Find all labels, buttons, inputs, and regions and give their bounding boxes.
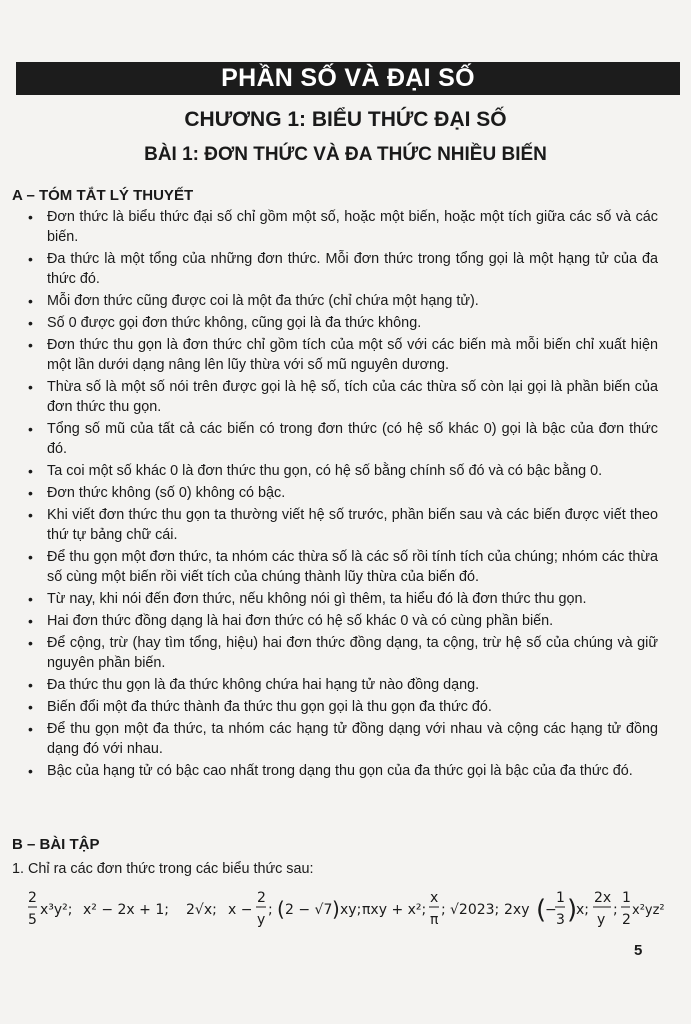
bullet-icon: • — [28, 721, 33, 737]
theory-item-text: Đơn thức không (số 0) không có bậc. — [47, 485, 286, 501]
open-paren: ( — [536, 895, 547, 925]
fraction-numerator: 2x — [594, 890, 612, 906]
fraction-denominator: y — [257, 912, 266, 928]
expression-term: ; — [613, 902, 618, 918]
theory-item-text: Tổng số mũ của tất cả các biến có trong đơn thức (có hệ số khác 0) gọi là bậc của đơn thức đó. — [47, 421, 658, 457]
theory-list — [28, 207, 658, 783]
bullet-icon: • — [28, 293, 33, 309]
expression-term: 2 − √7 — [285, 902, 333, 918]
theory-item-text: Ta coi một số khác 0 là đơn thức thu gọn, có hệ số bằng chính số đó và có bậc bằng 0. — [47, 463, 603, 479]
expression-term: x; — [576, 902, 590, 918]
section-a-heading: A – TÓM TẮT LÝ THUYẾT — [12, 187, 194, 204]
expression-term: x³y²; — [40, 902, 73, 918]
expression-term: x − — [228, 902, 253, 918]
bullet-icon: • — [28, 677, 33, 693]
theory-item-text: Bậc của hạng tử có bậc cao nhất trong dạng thu gọn của đa thức gọi là bậc của đa thức đó. — [47, 763, 633, 779]
theory-item — [28, 483, 658, 503]
fraction-numerator: 2 — [28, 890, 37, 906]
bullet-icon: • — [28, 421, 33, 437]
bullet-icon: • — [28, 337, 33, 353]
theory-item-text: Đa thức là một tổng của những đơn thức. Mỗi đơn thức trong tổng gọi là một hạng tử của đa thức đó. — [47, 251, 658, 287]
expression-term: x²yz² — [632, 903, 665, 918]
expression-term: x² − 2x + 1; — [83, 902, 169, 918]
fraction-denominator: y — [597, 912, 606, 928]
lesson-title: BÀI 1: ĐƠN THỨC VÀ ĐA THỨC NHIỀU BIẾN — [144, 144, 547, 165]
bullet-icon: • — [28, 763, 33, 779]
theory-item — [28, 633, 658, 673]
expression-term: ; — [268, 902, 273, 918]
part-banner: PHẦN SỐ VÀ ĐẠI SỐ — [16, 62, 680, 95]
fraction-denominator: 5 — [28, 912, 37, 928]
bullet-icon: • — [28, 315, 33, 331]
fraction-numerator: 1 — [556, 890, 565, 906]
theory-item — [28, 719, 658, 759]
theory-item-text: Hai đơn thức đồng dạng là hai đơn thức có hệ số khác 0 và có cùng phần biến. — [47, 613, 554, 629]
theory-item-text: Từ nay, khi nói đến đơn thức, nếu không nói gì thêm, ta hiểu đó là đơn thức thu gọn. — [47, 591, 587, 607]
theory-item-text: Để cộng, trừ (hay tìm tổng, hiệu) hai đơn thức đồng dạng, ta cộng, trừ hệ số của chúng và giữ nguyên phần biến. — [47, 635, 658, 671]
theory-item — [28, 589, 658, 609]
theory-item — [28, 377, 658, 417]
theory-item-text: Để thu gọn một đa thức, ta nhóm các hạng tử đồng dạng với nhau và cộng các hạng tử đồng dạng đó với nhau. — [47, 721, 658, 757]
expression-term: − — [545, 902, 557, 918]
theory-item — [28, 313, 658, 333]
expression-term: 2xy — [504, 902, 530, 918]
page-number: 5 — [634, 942, 643, 959]
fraction-denominator: 2 — [622, 912, 631, 928]
theory-item — [28, 547, 658, 587]
theory-item — [28, 675, 658, 695]
theory-item — [28, 697, 658, 717]
theory-item-text: Đơn thức thu gọn là đơn thức chỉ gồm tích của một số với các biến mà mỗi biến chỉ xuất hiện một lần dưới dạng nâng lên lũy thừa với số mũ nguyên dương. — [47, 337, 658, 373]
theory-item-text: Biến đổi một đa thức thành đa thức thu gọn gọi là thu gọn đa thức đó. — [47, 699, 492, 715]
fraction-numerator: x — [430, 890, 439, 906]
close-paren: ) — [567, 895, 578, 925]
theory-item-text: Mỗi đơn thức cũng được coi là một đa thức (chỉ chứa một hạng tử). — [47, 293, 479, 309]
theory-item — [28, 207, 658, 247]
expression-term: ; — [441, 902, 446, 918]
theory-item — [28, 761, 658, 781]
theory-item-text: Khi viết đơn thức thu gọn ta thường viết hệ số trước, phần biến sau và các biến được viết theo thứ tự bảng chữ cái. — [47, 507, 658, 543]
close-paren: ) — [332, 897, 340, 921]
expression-term: √2023; — [450, 902, 500, 918]
theory-item-text: Đơn thức là biểu thức đại số chỉ gồm một số, hoặc một biến, hoặc một tích giữa các số và các biến. — [47, 209, 658, 245]
bullet-icon: • — [28, 549, 33, 565]
bullet-icon: • — [28, 379, 33, 395]
expression-term: xy; — [340, 902, 362, 918]
fraction-numerator: 2 — [257, 890, 266, 906]
theory-item — [28, 461, 658, 481]
theory-item — [28, 291, 658, 311]
theory-item — [28, 335, 658, 375]
chapter-title: CHƯƠNG 1: BIỂU THỨC ĐẠI SỐ — [184, 108, 507, 131]
bullet-icon: • — [28, 635, 33, 651]
bullet-icon: • — [28, 251, 33, 267]
theory-item-text: Để thu gọn một đơn thức, ta nhóm các thừa số là các số rồi tính tích của chúng; nhóm các thừa số cùng một biến rồi viết tích của chúng thành lũy thừa của biến đó. — [47, 549, 658, 585]
theory-item — [28, 505, 658, 545]
fraction-numerator: 1 — [622, 890, 631, 906]
bullet-icon: • — [28, 591, 33, 607]
exercise-1-prompt: 1. Chỉ ra các đơn thức trong các biểu thức sau: — [12, 861, 314, 877]
theory-item-text: Đa thức thu gọn là đa thức không chứa hai hạng tử nào đồng dạng. — [47, 677, 480, 693]
bullet-icon: • — [28, 699, 33, 715]
expression-term: πxy + x²; — [362, 902, 427, 918]
bullet-icon: • — [28, 209, 33, 225]
bullet-icon: • — [28, 485, 33, 501]
theory-item — [28, 419, 658, 459]
expression-term: 2√x; — [186, 902, 217, 918]
fraction-denominator: 3 — [556, 912, 565, 928]
section-b-heading: B – BÀI TẬP — [12, 836, 100, 853]
theory-item-text: Số 0 được gọi đơn thức không, cũng gọi là đa thức không. — [47, 315, 422, 331]
exercise-1-expressions — [28, 888, 678, 934]
open-paren: ( — [277, 897, 285, 921]
theory-item-text: Thừa số là một số nói trên được gọi là hệ số, tích của các thừa số còn lại gọi là phần biến của đơn thức thu gọn. — [47, 379, 658, 415]
bullet-icon: • — [28, 613, 33, 629]
fraction-denominator: π — [430, 912, 439, 928]
bullet-icon: • — [28, 463, 33, 479]
theory-item — [28, 249, 658, 289]
theory-item — [28, 611, 658, 631]
bullet-icon: • — [28, 507, 33, 523]
